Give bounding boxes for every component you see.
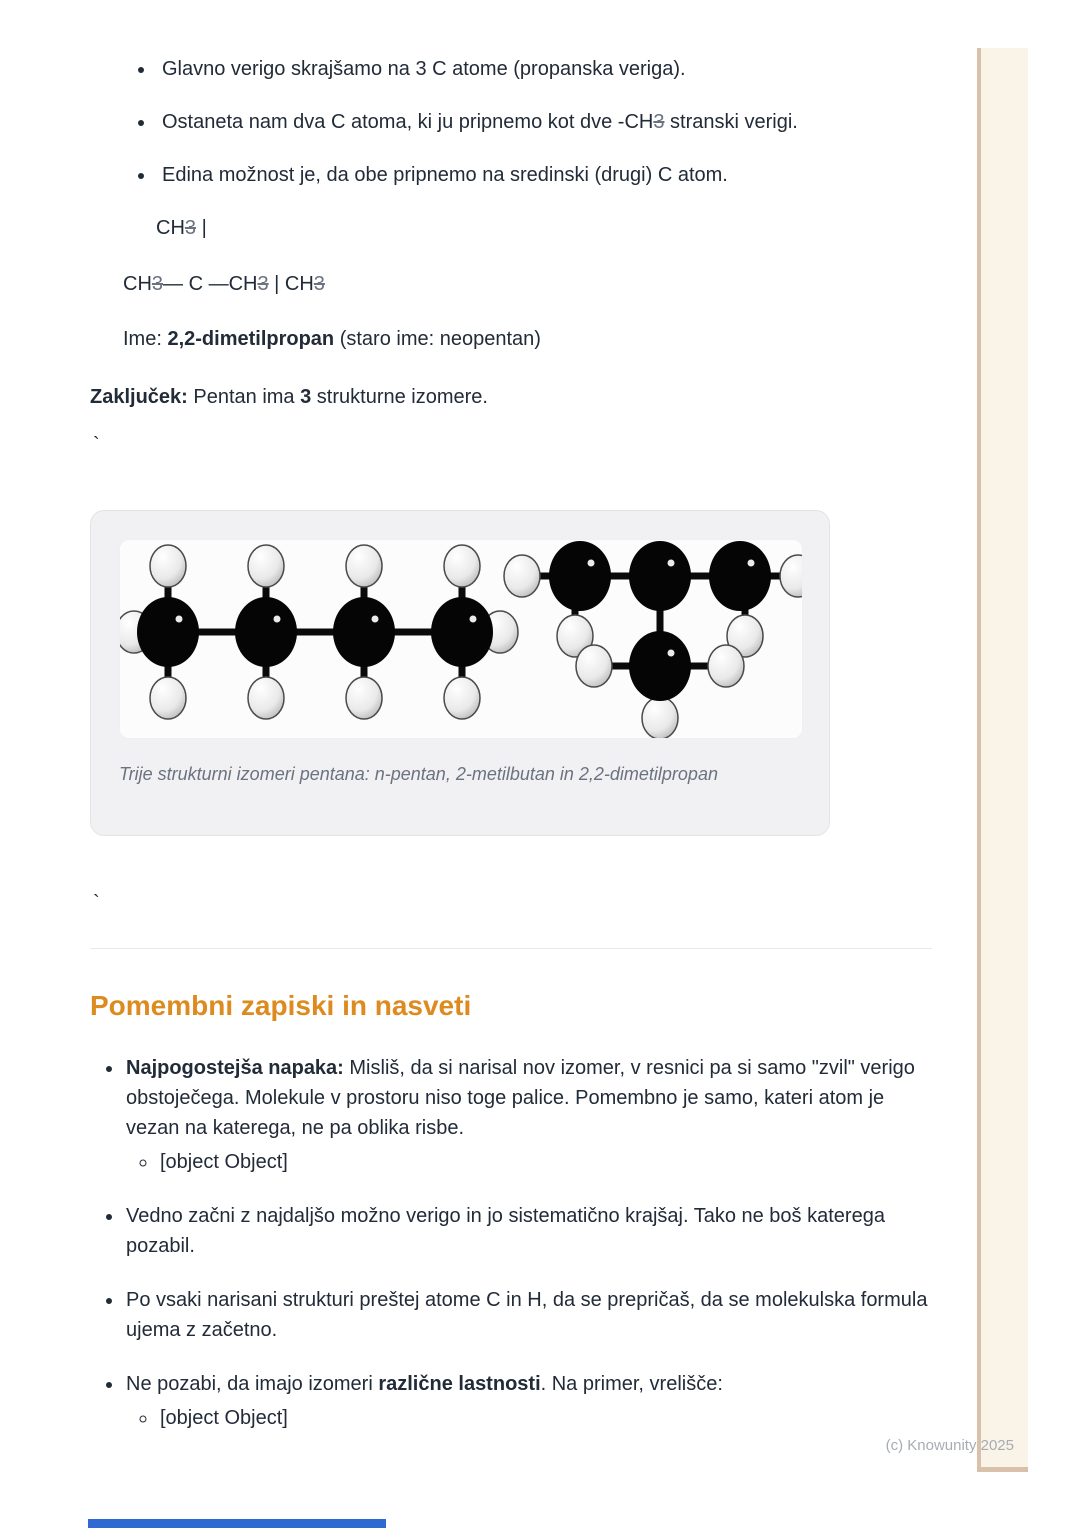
- compound-name-line: Ime: 2,2-dimetilpropan (staro ime: neopentan): [123, 328, 541, 350]
- pentane-isomers-illustration: [120, 540, 802, 739]
- notes-heading: Pomembni zapiski in nasveti: [90, 990, 472, 1021]
- list-item-text: Najpogostejša napaka: Misliš, da si narisal nov izomer, v resnici pa si samo "zvil" verigo obstoječega. Molekule v prostoru niso toge palice. Pomembno je samo, kateri atom je vezan na katerega, ne pa oblika risbe.: [126, 1057, 915, 1139]
- list-item-text: Ne pozabi, da imajo izomeri različne lastnosti. Na primer, vrelišče:: [126, 1373, 723, 1395]
- list-item-text: Vedno začni z najdaljšo možno verigo in jo sistematično krajšaj. Tako ne boš katerega pozabil.: [126, 1205, 885, 1257]
- sub-list-item: ◦ [object Object]: [158, 1147, 932, 1177]
- list-item: • Ostaneta nam dva C atoma, ki ju pripnemo kot dve -CH3 stranski verigi.: [156, 107, 932, 137]
- list-item: [124, 1369, 932, 1433]
- list-item: [124, 1053, 932, 1177]
- figure-card: [90, 510, 830, 836]
- watermark: (c) Knowunity 2025: [885, 1437, 1014, 1454]
- sub-list-item: ◦ [object Object]: [158, 1403, 932, 1433]
- formula-line-branch: CH3 |: [156, 217, 207, 239]
- formula-line-main: CH3— C —CH3 | CH3: [123, 273, 325, 295]
- sub-bullet-list: [126, 1147, 932, 1177]
- sub-bullet-list: [126, 1403, 932, 1433]
- conclusion-line: Zaključek: Pentan ima 3 strukturne izomere.: [90, 386, 488, 408]
- list-item: • Glavno verigo skrajšamo na 3 C atome (propanska veriga).: [156, 54, 932, 84]
- stray-backtick: `: [93, 892, 100, 914]
- intro-bullet-list: [90, 54, 932, 190]
- figure-caption: Trije strukturni izomeri pentana: n-pentan, 2-metilbutan in 2,2-dimetilpropan: [119, 764, 718, 784]
- section-divider: [90, 948, 932, 949]
- list-item: • Edina možnost je, da obe pripnemo na sredinski (drugi) C atom.: [156, 160, 932, 190]
- stray-backtick: `: [93, 434, 100, 456]
- list-item: [124, 1201, 932, 1261]
- right-margin-stripe: [977, 48, 1028, 1472]
- notes-bullet-list: [90, 1053, 932, 1433]
- document-content: [90, 0, 932, 1457]
- list-item: [124, 1285, 932, 1345]
- molecule-image: [119, 539, 803, 739]
- bottom-blue-bar: [88, 1519, 386, 1528]
- list-item-text: Po vsaki narisani strukturi preštej atome C in H, da se prepričaš, da se molekulska formula ujema z začetno.: [126, 1289, 928, 1341]
